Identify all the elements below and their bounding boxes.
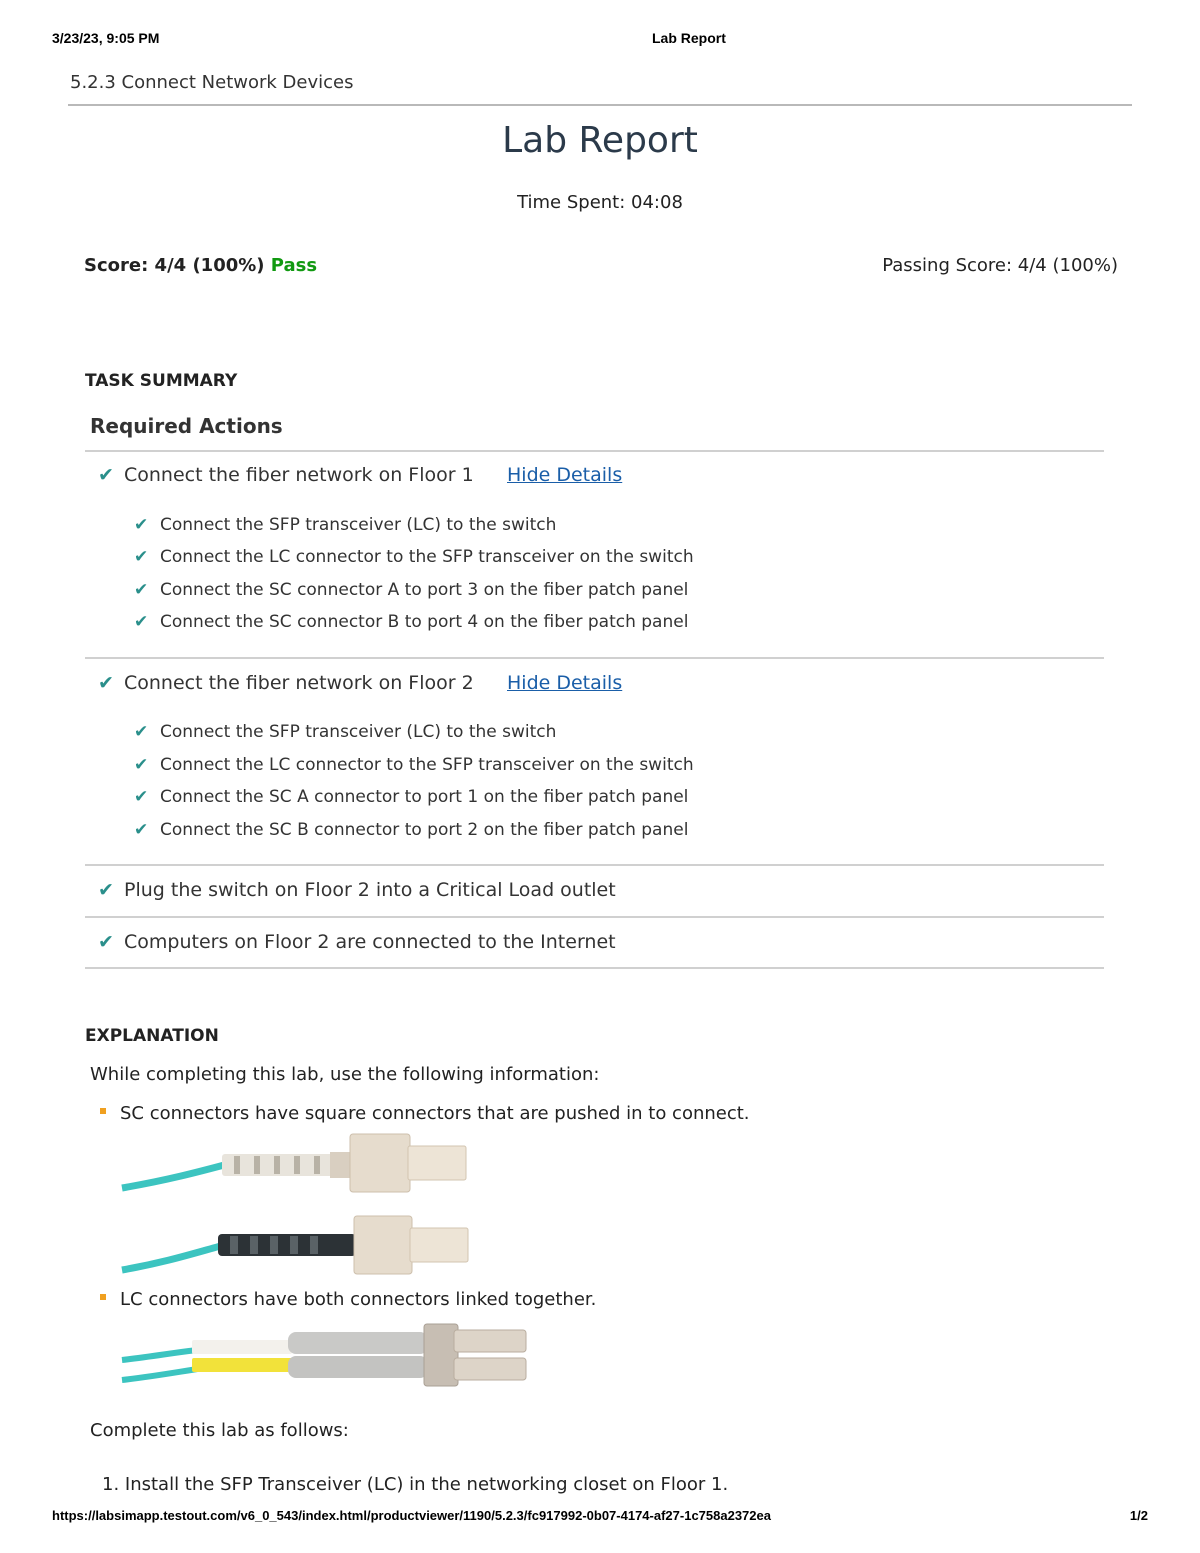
breadcrumb-divider xyxy=(68,104,1132,106)
subtask-label: Connect the SC B connector to port 2 on the fiber patch panel xyxy=(160,820,689,840)
subtask-item xyxy=(134,755,694,775)
bullet-item-lc xyxy=(100,1289,596,1310)
bullet-icon xyxy=(100,1108,106,1114)
print-title: Lab Report xyxy=(652,30,726,46)
subtask-label: Connect the LC connector to the SFP transceiver on the switch xyxy=(160,755,694,775)
task-label: Connect the fiber network on Floor 1 xyxy=(124,464,474,486)
explanation-intro: While completing this lab, use the following information: xyxy=(90,1064,600,1085)
subtask-item xyxy=(134,547,694,567)
page-title: Lab Report xyxy=(502,120,698,161)
divider xyxy=(85,450,1104,452)
task-label: Connect the fiber network on Floor 2 xyxy=(124,672,474,694)
check-icon: ✔ xyxy=(98,464,114,486)
print-datetime: 3/23/23, 9:05 PM xyxy=(52,30,160,46)
subtask-label: Connect the SC connector B to port 4 on the fiber patch panel xyxy=(160,612,689,632)
print-footer xyxy=(52,1508,1148,1526)
hide-details-link-floor-2[interactable]: Hide Details xyxy=(507,672,623,694)
check-icon: ✔ xyxy=(134,820,149,840)
time-spent: Time Spent: 04:08 xyxy=(517,192,683,213)
sc-connector-image-2 xyxy=(118,1212,478,1276)
check-icon: ✔ xyxy=(98,931,114,953)
task-item-internet xyxy=(98,931,616,953)
lc-connector-image xyxy=(118,1320,538,1388)
task-label: Computers on Floor 2 are connected to the Internet xyxy=(124,931,616,953)
subtask-label: Connect the SFP transceiver (LC) to the switch xyxy=(160,722,557,742)
page-number: 1/2 xyxy=(1129,1508,1148,1523)
print-header xyxy=(52,30,1148,48)
subtask-item xyxy=(134,580,688,600)
score xyxy=(84,255,317,276)
complete-intro: Complete this lab as follows: xyxy=(90,1420,349,1441)
check-icon: ✔ xyxy=(134,580,149,600)
subtask-item xyxy=(134,820,688,840)
pass-badge: Pass xyxy=(270,255,318,276)
divider xyxy=(85,916,1104,918)
divider xyxy=(85,657,1104,659)
score-label: Score: 4/4 (100%) xyxy=(84,255,265,276)
hide-details-link-floor-1[interactable]: Hide Details xyxy=(507,464,623,486)
subtask-item xyxy=(134,787,688,807)
bullet-text: LC connectors have both connectors linked together. xyxy=(120,1289,597,1310)
task-label: Plug the switch on Floor 2 into a Critical Load outlet xyxy=(124,879,616,901)
subtask-item xyxy=(134,515,556,535)
bullet-icon xyxy=(100,1294,106,1300)
passing-score: Passing Score: 4/4 (100%) xyxy=(882,255,1118,276)
bullet-text: SC connectors have square connectors that are pushed in to connect. xyxy=(120,1103,750,1124)
divider xyxy=(85,864,1104,866)
check-icon: ✔ xyxy=(98,879,114,901)
explanation-heading: EXPLANATION xyxy=(85,1026,219,1046)
check-icon: ✔ xyxy=(134,547,149,567)
subtask-label: Connect the SC connector A to port 3 on the fiber patch panel xyxy=(160,580,689,600)
subtask-label: Connect the LC connector to the SFP transceiver on the switch xyxy=(160,547,694,567)
task-item-floor-2 xyxy=(98,672,474,694)
check-icon: ✔ xyxy=(134,787,149,807)
check-icon: ✔ xyxy=(134,722,149,742)
breadcrumb: 5.2.3 Connect Network Devices xyxy=(70,72,354,93)
check-icon: ✔ xyxy=(134,612,149,632)
subtask-item xyxy=(134,612,688,632)
print-url: https://labsimapp.testout.com/v6_0_543/index.html/productviewer/1190/5.2.3/fc917992-0b07-4174-af27-1c758a2372ea xyxy=(52,1508,771,1523)
check-icon: ✔ xyxy=(134,755,149,775)
step-item: 1. Install the SFP Transceiver (LC) in the networking closet on Floor 1. xyxy=(102,1474,729,1495)
required-actions-heading: Required Actions xyxy=(90,414,283,438)
task-item-floor-1 xyxy=(98,464,474,486)
task-summary-heading: TASK SUMMARY xyxy=(85,371,238,391)
task-item-critical-load xyxy=(98,879,616,901)
bullet-item-sc xyxy=(100,1103,750,1124)
check-icon: ✔ xyxy=(98,672,114,694)
subtask-label: Connect the SC A connector to port 1 on the fiber patch panel xyxy=(160,787,689,807)
subtask-item xyxy=(134,722,556,742)
sc-connector-image-1 xyxy=(118,1132,478,1194)
subtask-label: Connect the SFP transceiver (LC) to the switch xyxy=(160,515,557,535)
divider xyxy=(85,967,1104,969)
check-icon: ✔ xyxy=(134,515,149,535)
